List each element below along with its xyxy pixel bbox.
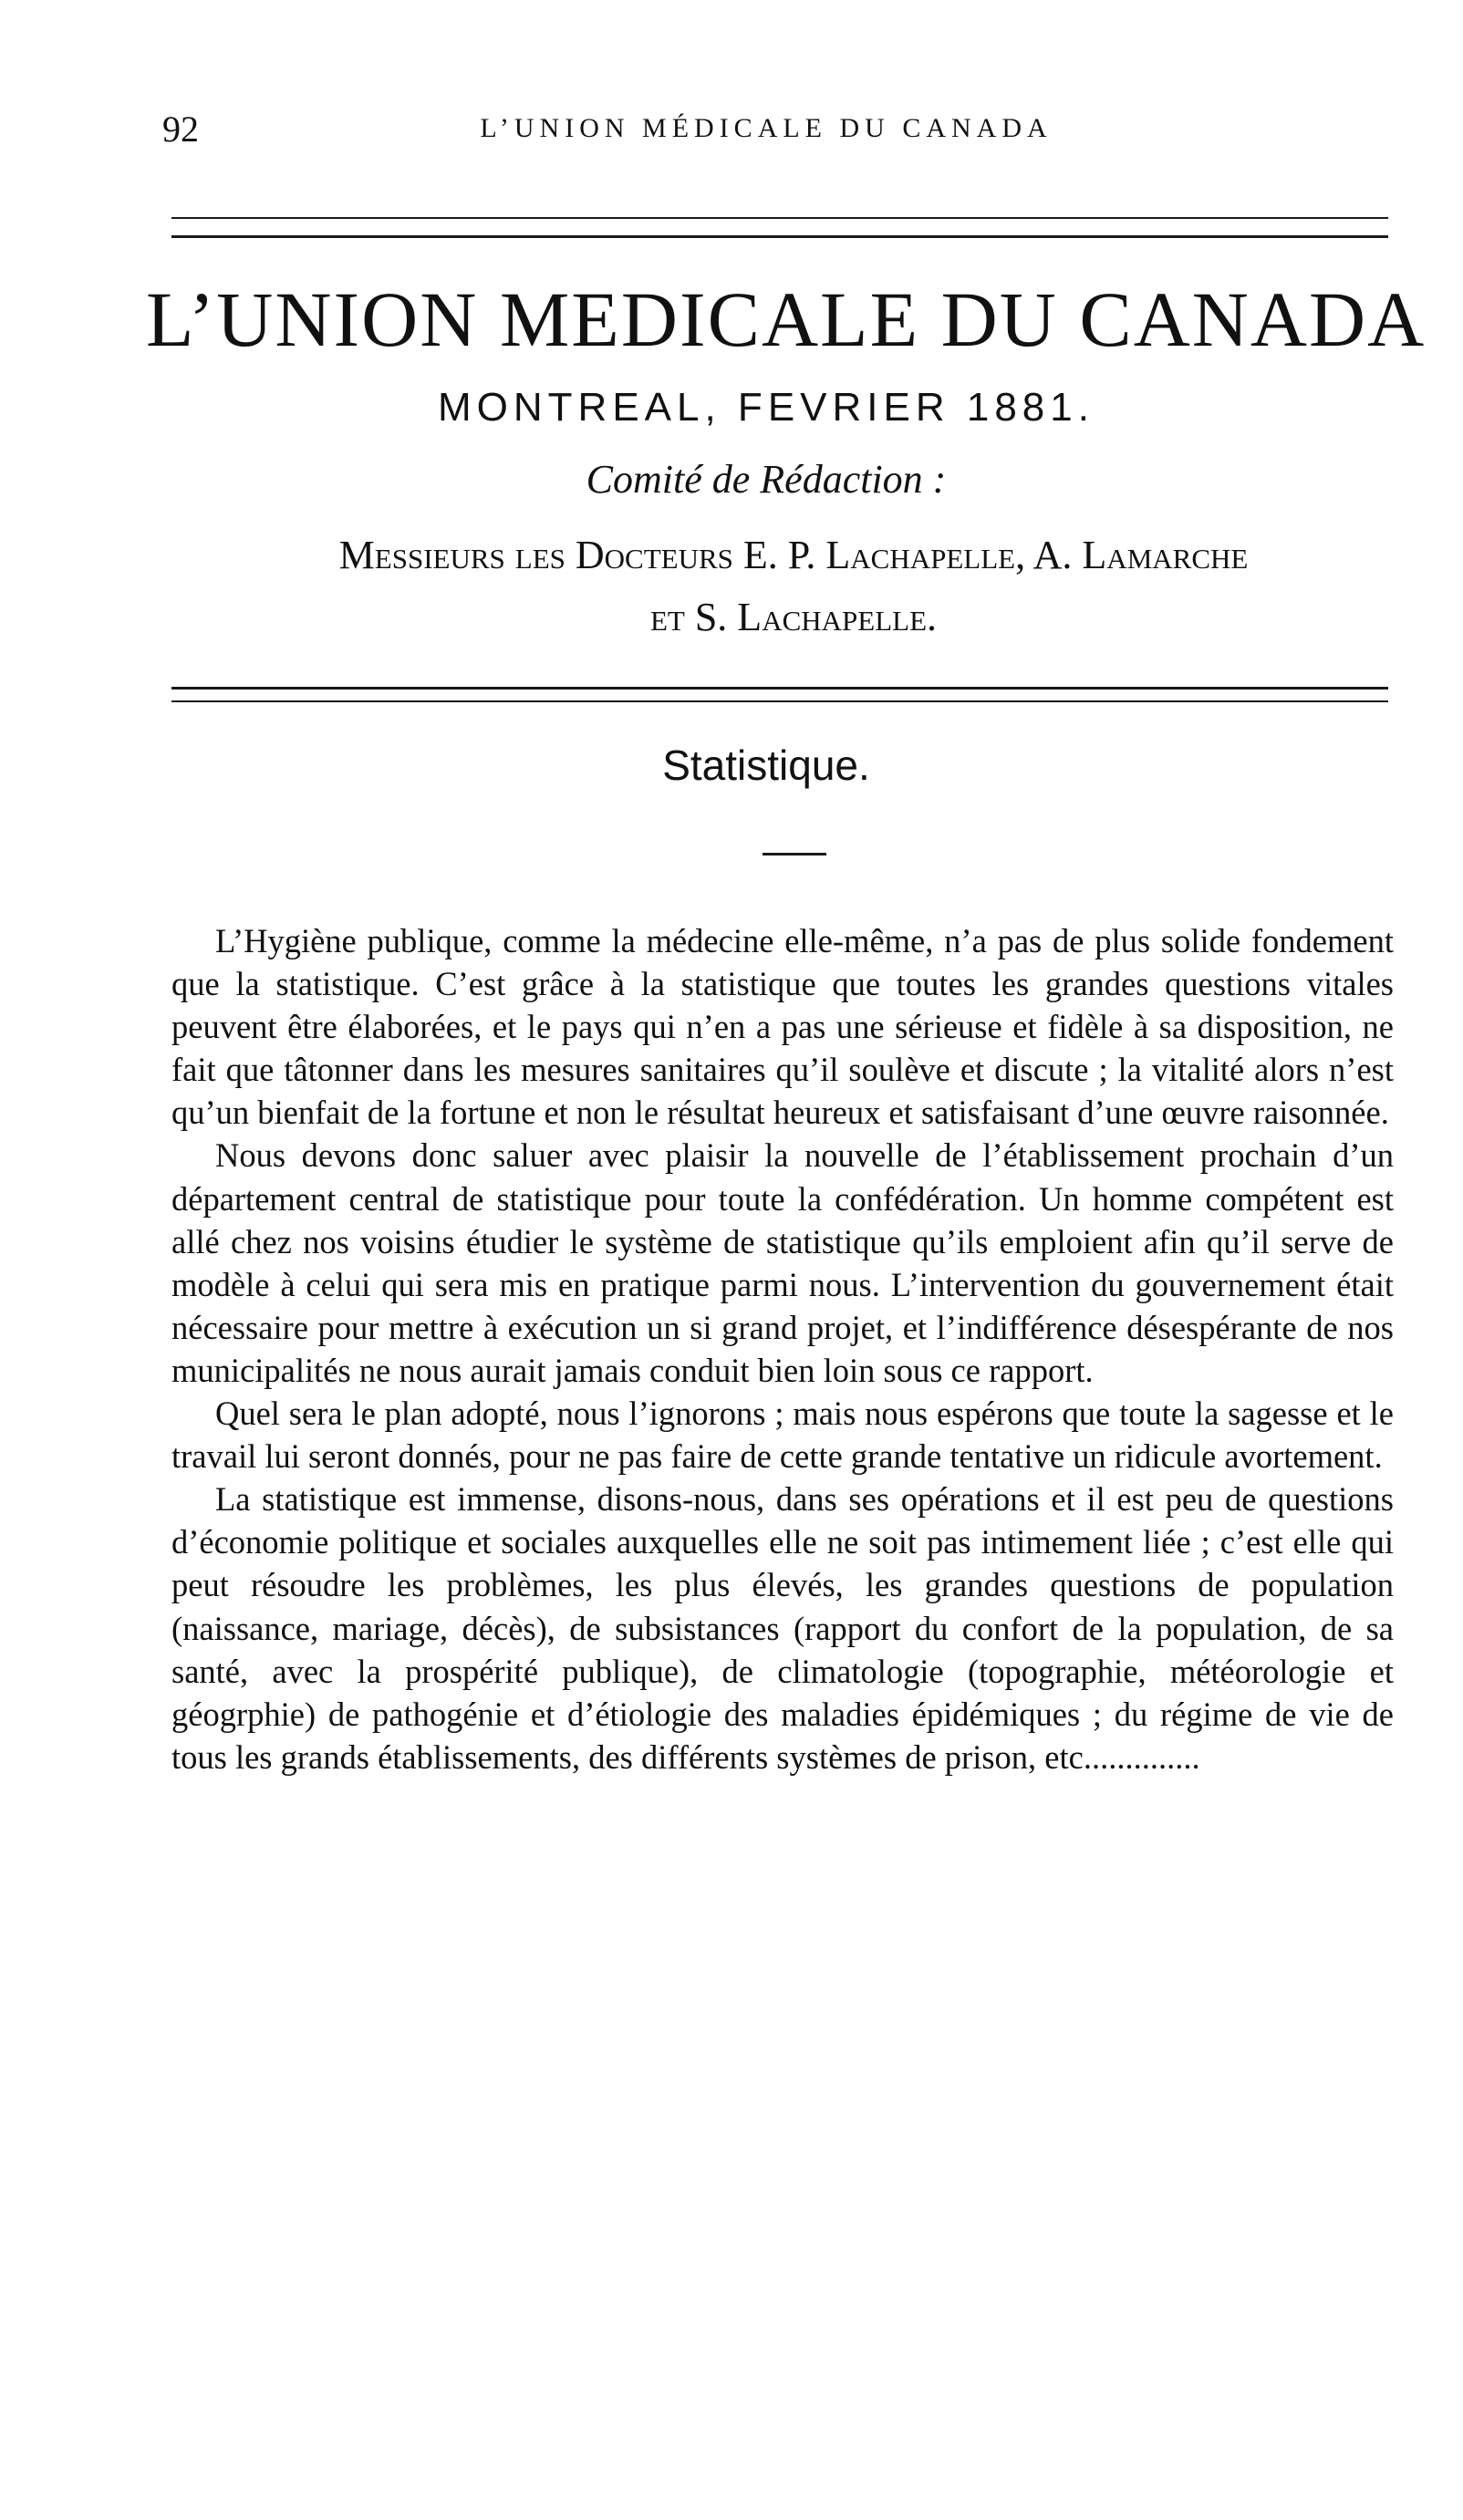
masthead-top-rule — [171, 217, 1388, 219]
article-paragraph: La statistique est immense, disons-nous, dans ses opérations et il est peu de questions d’économie politique et sociales auxquelles elle ne soit pas intimement liée ; c’est elle qui peut résoudre les problèmes, les plus élevés, les grandes questions de population (naissance, mariage, décès), de subsistances (rapport du confort de la population, de sa santé, avec la prospérité publique), de climatologie (topographie, météorologie et géogrphie) de pathogénie et d’étiologie des maladies épidémiques ; du régime de vie de tous les grands établissements, des différents systèmes de prison, etc.............. — [171, 1480, 1394, 1776]
article-body — [171, 919, 1394, 1779]
editors-block — [182, 524, 1405, 648]
masthead-bottom-rule-thin — [171, 700, 1388, 702]
masthead-title: L’UNION MEDICALE DU CANADA — [146, 275, 1427, 363]
editors-line: Messieurs les Docteurs E. P. Lachapelle, A. Lamarche — [338, 533, 1249, 577]
masthead-bottom-rule — [171, 687, 1388, 690]
page-number: 92 — [162, 109, 199, 150]
committee-label: Comité de Rédaction : — [586, 457, 947, 502]
article-paragraph: Nous devons donc saluer avec plaisir la nouvelle de l’établissement prochain d’un département central de statistique pour toute la confédération. Un homme compétent est allé chez nos voisins étudier le système de statistique qu’ils emploient afin qu’il serve de modèle à celui qui sera mis en pratique parmi nous. L’intervention du gouvernement était nécessaire pour mettre à exécution un si grand projet, et l’indifférence désespérante de nos municipalités ne nous aurait jamais conduit bien loin sous ce rapport. — [171, 1136, 1394, 1389]
article-heading: Statistique. — [662, 741, 870, 789]
heading-separator — [763, 853, 826, 856]
dateline: MONTREAL, FEVRIER 1881. — [438, 385, 1095, 430]
editors-line: et S. Lachapelle. — [649, 595, 938, 639]
running-title: L’UNION MÉDICALE DU CANADA — [480, 113, 1053, 143]
article-paragraph: L’Hygiène publique, comme la médecine elle-même, n’a pas de plus solide fondement que la statistique. C’est grâce à la statistique que toutes les grandes questions vitales peuvent être élaborées, et le pays qui n’en a pas une sérieuse et fidèle à sa disposition, ne fait que tâtonner dans les mesures sanitaires qu’il soulève et discute ; la vitalité alors n’est qu’un bienfait de la fortune et non le résultat heureux et satisfaisant d’une œuvre raisonnée. — [171, 922, 1394, 1132]
article-paragraph: Quel sera le plan adopté, nous l’ignorons ; mais nous espérons que toute la sagesse et le travail lui seront donnés, pour ne pas faire de cette grande tentative un ridicule avortement. — [171, 1395, 1394, 1476]
running-head — [146, 108, 1386, 162]
masthead-top-rule-double — [171, 235, 1388, 238]
